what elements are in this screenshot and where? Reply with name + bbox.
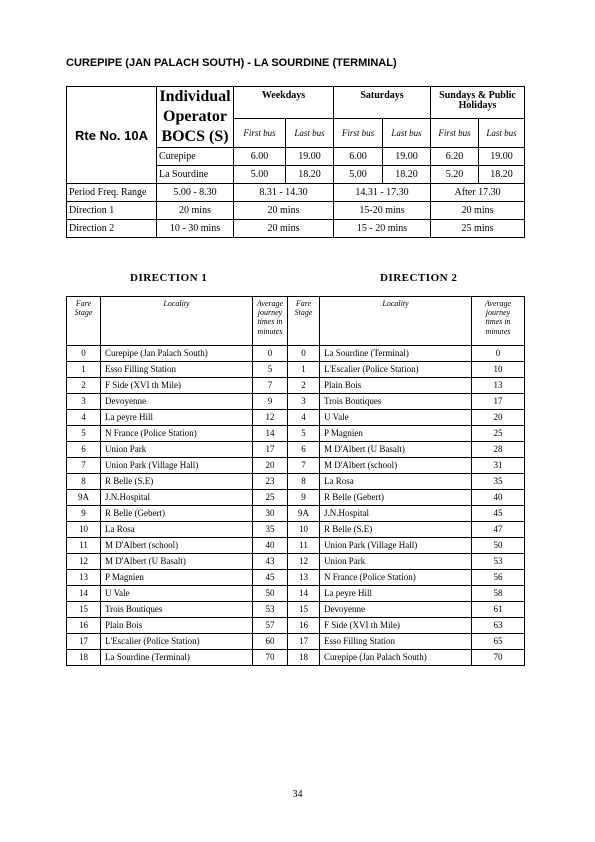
locality-cell: La Sourdine (Terminal) <box>101 650 253 666</box>
journey-time-cell: 35 <box>253 522 288 538</box>
fare-stage-cell: 9 <box>288 490 320 506</box>
table-row <box>67 506 525 522</box>
time-cell: 6.00 <box>234 148 286 166</box>
route-number: Rte No. 10A <box>67 87 157 184</box>
journey-time-cell: 0 <box>253 346 288 362</box>
fare-stage-cell: 8 <box>288 474 320 490</box>
page-title: CUREPIPE (JAN PALACH SOUTH) - LA SOURDINE (TERMINAL) <box>66 57 397 69</box>
journey-time-cell: 40 <box>253 538 288 554</box>
fare-stage-cell: 11 <box>288 538 320 554</box>
table-row <box>67 522 525 538</box>
last-bus-label: Last bus <box>479 119 525 148</box>
time-cell: 19.00 <box>479 148 525 166</box>
fare-stage-cell: 6 <box>288 442 320 458</box>
locality-cell: La Rosa <box>101 522 253 538</box>
value-cell: 15 - 20 mins <box>334 220 431 238</box>
locality-cell: R Belle (Gebert) <box>101 506 253 522</box>
journey-time-cell: 65 <box>472 634 525 650</box>
locality-cell: La Rosa <box>320 474 472 490</box>
journey-time-cell: 61 <box>472 602 525 618</box>
table-row <box>67 362 525 378</box>
frequency-row <box>67 184 525 202</box>
journey-time-cell: 10 <box>472 362 525 378</box>
table-row <box>67 650 525 666</box>
journey-time-cell: 20 <box>253 458 288 474</box>
locality-cell: Union Park <box>101 442 253 458</box>
locality-cell: La Sourdine (Terminal) <box>320 346 472 362</box>
row-label: Direction 1 <box>67 202 157 220</box>
fare-stage-header: Fare Stage <box>288 297 320 346</box>
locality-cell: La peyre Hill <box>320 586 472 602</box>
locality-cell: M D'Albert (school) <box>101 538 253 554</box>
fare-stage-cell: 4 <box>67 410 101 426</box>
last-bus-label: Last bus <box>383 119 431 148</box>
fare-stage-cell: 2 <box>67 378 101 394</box>
fare-stage-cell: 9A <box>288 506 320 522</box>
fare-stage-cell: 10 <box>67 522 101 538</box>
journey-time-cell: 13 <box>472 378 525 394</box>
time-cell: 6.20 <box>431 148 479 166</box>
fare-stage-cell: 12 <box>288 554 320 570</box>
locality-cell: N France (Police Station) <box>101 426 253 442</box>
terminal-name: La Sourdine <box>157 166 234 184</box>
header-sundays: Sundays & Public Holidays <box>431 87 525 119</box>
locality-header: Locality <box>320 297 472 346</box>
journey-time-cell: 57 <box>253 618 288 634</box>
fare-stage-cell: 14 <box>288 586 320 602</box>
row-label: Direction 2 <box>67 220 157 238</box>
fare-stage-cell: 7 <box>67 458 101 474</box>
journey-time-cell: 43 <box>253 554 288 570</box>
first-bus-label: First bus <box>334 119 383 148</box>
locality-cell: N France (Police Station) <box>320 570 472 586</box>
locality-cell: Devoyenne <box>101 394 253 410</box>
locality-cell: Plain Bois <box>320 378 472 394</box>
locality-cell: L'Escalier (Police Station) <box>320 362 472 378</box>
value-cell: 15-20 mins <box>334 202 431 220</box>
locality-cell: Devoyenne <box>320 602 472 618</box>
time-cell: 18.20 <box>383 166 431 184</box>
first-bus-label: First bus <box>234 119 286 148</box>
fare-stage-cell: 17 <box>67 634 101 650</box>
journey-time-cell: 17 <box>253 442 288 458</box>
locality-cell: Trois Boutiques <box>320 394 472 410</box>
avg-time-header: Average journey times in minutes <box>472 297 525 346</box>
journey-time-cell: 30 <box>253 506 288 522</box>
fare-stage-cell: 18 <box>67 650 101 666</box>
locality-cell: U Vale <box>320 410 472 426</box>
locality-cell: L'Escalier (Police Station) <box>101 634 253 650</box>
fare-stage-cell: 5 <box>67 426 101 442</box>
locality-cell: F Side (XVI th Mile) <box>320 618 472 634</box>
locality-cell: P Magnien <box>101 570 253 586</box>
journey-time-cell: 50 <box>253 586 288 602</box>
operator-label: Individual Operator BOCS (S) <box>157 87 234 148</box>
locality-cell: Curepipe (Jan Palach South) <box>320 650 472 666</box>
fare-stage-cell: 13 <box>288 570 320 586</box>
value-cell: 14.31 - 17.30 <box>334 184 431 202</box>
journey-time-cell: 7 <box>253 378 288 394</box>
direction-2-heading: DIRECTION 2 <box>380 272 458 284</box>
fare-stage-cell: 8 <box>67 474 101 490</box>
time-cell: 5.00 <box>234 166 286 184</box>
journey-time-cell: 53 <box>253 602 288 618</box>
locality-cell: Trois Boutiques <box>101 602 253 618</box>
journey-time-cell: 70 <box>253 650 288 666</box>
locality-cell: R Belle (S.E) <box>320 522 472 538</box>
row-label: Period Freq. Range <box>67 184 157 202</box>
locality-cell: U Vale <box>101 586 253 602</box>
journey-time-cell: 45 <box>472 506 525 522</box>
fare-stage-cell: 3 <box>288 394 320 410</box>
fare-table-header <box>67 297 525 346</box>
fare-stage-cell: 12 <box>67 554 101 570</box>
journey-time-cell: 50 <box>472 538 525 554</box>
journey-time-cell: 28 <box>472 442 525 458</box>
journey-time-cell: 40 <box>472 490 525 506</box>
time-cell: 19.00 <box>286 148 334 166</box>
fare-stage-cell: 6 <box>67 442 101 458</box>
fare-stage-cell: 3 <box>67 394 101 410</box>
fare-stage-cell: 18 <box>288 650 320 666</box>
value-cell: 20 mins <box>431 202 525 220</box>
table-row <box>67 474 525 490</box>
fare-stage-cell: 10 <box>288 522 320 538</box>
terminal-name: Curepipe <box>157 148 234 166</box>
locality-cell: M D'Albert (U Basalt) <box>320 442 472 458</box>
fare-stage-cell: 0 <box>67 346 101 362</box>
last-bus-label: Last bus <box>286 119 334 148</box>
journey-time-cell: 47 <box>472 522 525 538</box>
fare-stage-cell: 13 <box>67 570 101 586</box>
value-cell: 10 - 30 mins <box>157 220 234 238</box>
value-cell: 8.31 - 14.30 <box>234 184 334 202</box>
value-cell: 20 mins <box>234 220 334 238</box>
table-row <box>67 586 525 602</box>
locality-cell: F Side (XVI th Mile) <box>101 378 253 394</box>
journey-time-cell: 17 <box>472 394 525 410</box>
fare-stage-header: Fare Stage <box>67 297 101 346</box>
table-row <box>67 426 525 442</box>
fare-stage-table <box>66 296 525 666</box>
locality-cell: J.N.Hospital <box>320 506 472 522</box>
journey-time-cell: 31 <box>472 458 525 474</box>
journey-time-cell: 63 <box>472 618 525 634</box>
table-row <box>67 378 525 394</box>
table-row <box>67 570 525 586</box>
time-cell: 5.00 <box>334 166 383 184</box>
journey-time-cell: 60 <box>253 634 288 650</box>
fare-stage-cell: 0 <box>288 346 320 362</box>
journey-time-cell: 5 <box>253 362 288 378</box>
value-cell: 20 mins <box>234 202 334 220</box>
fare-stage-cell: 17 <box>288 634 320 650</box>
locality-cell: Union Park (Village Hall) <box>320 538 472 554</box>
fare-stage-cell: 11 <box>67 538 101 554</box>
journey-time-cell: 58 <box>472 586 525 602</box>
journey-time-cell: 53 <box>472 554 525 570</box>
frequency-row <box>67 202 525 220</box>
journey-time-cell: 23 <box>253 474 288 490</box>
locality-cell: M D'Albert (U Basalt) <box>101 554 253 570</box>
fare-stage-cell: 1 <box>67 362 101 378</box>
table-row <box>67 410 525 426</box>
locality-cell: Esso Filling Station <box>101 362 253 378</box>
table-row <box>67 394 525 410</box>
journey-time-cell: 45 <box>253 570 288 586</box>
value-cell: 5.00 - 8.30 <box>157 184 234 202</box>
fare-stage-cell: 14 <box>67 586 101 602</box>
locality-cell: J.N.Hospital <box>101 490 253 506</box>
locality-cell: Union Park (Village Hall) <box>101 458 253 474</box>
table-row <box>67 554 525 570</box>
header-saturdays: Saturdays <box>334 87 431 119</box>
fare-stage-cell: 2 <box>288 378 320 394</box>
avg-time-header: Average journey times in minutes <box>253 297 288 346</box>
journey-time-cell: 0 <box>472 346 525 362</box>
fare-stage-cell: 15 <box>67 602 101 618</box>
time-cell: 19.00 <box>383 148 431 166</box>
locality-cell: Union Park <box>320 554 472 570</box>
fare-stage-cell: 4 <box>288 410 320 426</box>
first-bus-label: First bus <box>431 119 479 148</box>
journey-time-cell: 70 <box>472 650 525 666</box>
table-row <box>67 538 525 554</box>
table-row <box>67 458 525 474</box>
value-cell: 25 mins <box>431 220 525 238</box>
locality-cell: Esso Filling Station <box>320 634 472 650</box>
time-cell: 18.20 <box>479 166 525 184</box>
time-cell: 5.20 <box>431 166 479 184</box>
journey-time-cell: 56 <box>472 570 525 586</box>
locality-cell: R Belle (S.E) <box>101 474 253 490</box>
fare-stage-cell: 16 <box>288 618 320 634</box>
value-cell: 20 mins <box>157 202 234 220</box>
journey-time-cell: 9 <box>253 394 288 410</box>
locality-header: Locality <box>101 297 253 346</box>
table-row <box>67 346 525 362</box>
fare-stage-cell: 15 <box>288 602 320 618</box>
journey-time-cell: 14 <box>253 426 288 442</box>
fare-stage-cell: 5 <box>288 426 320 442</box>
locality-cell: Curepipe (Jan Palach South) <box>101 346 253 362</box>
table-row <box>67 602 525 618</box>
time-cell: 6.00 <box>334 148 383 166</box>
fare-stage-cell: 9A <box>67 490 101 506</box>
fare-stage-cell: 7 <box>288 458 320 474</box>
locality-cell: Plain Bois <box>101 618 253 634</box>
locality-cell: P Magnien <box>320 426 472 442</box>
table-row <box>67 490 525 506</box>
direction-1-heading: DIRECTION 1 <box>130 272 208 284</box>
value-cell: After 17.30 <box>431 184 525 202</box>
table-row <box>67 442 525 458</box>
fare-stage-cell: 9 <box>67 506 101 522</box>
schedule-table <box>66 86 525 238</box>
journey-time-cell: 12 <box>253 410 288 426</box>
locality-cell: La peyre Hill <box>101 410 253 426</box>
journey-time-cell: 25 <box>253 490 288 506</box>
page-number: 34 <box>292 789 303 800</box>
journey-time-cell: 35 <box>472 474 525 490</box>
fare-stage-cell: 16 <box>67 618 101 634</box>
table-row <box>67 618 525 634</box>
fare-stage-cell: 1 <box>288 362 320 378</box>
locality-cell: M D'Albert (school) <box>320 458 472 474</box>
header-weekdays: Weekdays <box>234 87 334 119</box>
time-cell: 18.20 <box>286 166 334 184</box>
frequency-row <box>67 220 525 238</box>
journey-time-cell: 20 <box>472 410 525 426</box>
journey-time-cell: 25 <box>472 426 525 442</box>
locality-cell: R Belle (Gebert) <box>320 490 472 506</box>
table-row <box>67 634 525 650</box>
